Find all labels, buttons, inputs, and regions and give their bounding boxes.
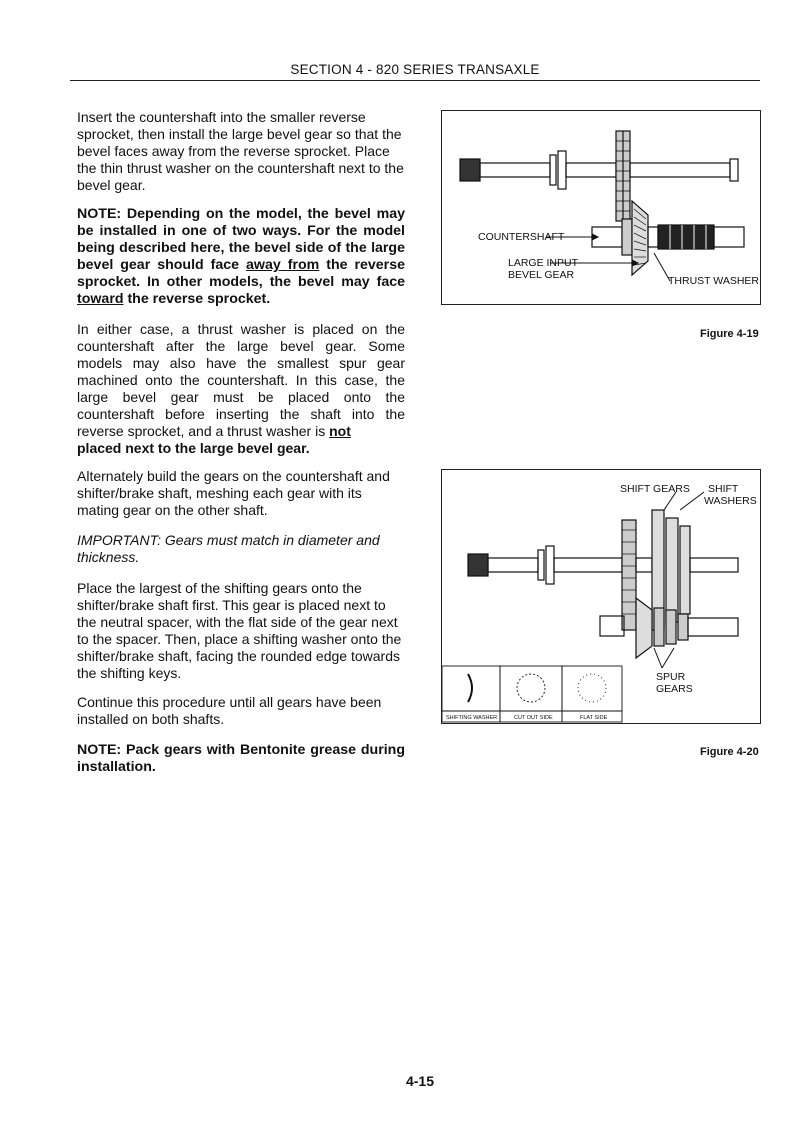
paragraph-2-text-b: placed next to the large bevel gear. bbox=[77, 440, 310, 456]
section-header: SECTION 4 - 820 SERIES TRANSAXLE bbox=[290, 62, 540, 77]
label-shift-washers-2: WASHERS bbox=[704, 495, 757, 507]
important-note: IMPORTANT: Gears must match in diameter and thickness. bbox=[77, 532, 380, 565]
note-1-text-c: the reverse sprocket. bbox=[123, 291, 271, 307]
note-2: NOTE: Pack gears with Bentonite grease during installation. bbox=[77, 742, 405, 775]
paragraph-2 bbox=[77, 321, 405, 457]
figure-4-20 bbox=[441, 469, 761, 724]
note-2-block bbox=[77, 742, 405, 776]
paragraph-2-not: not bbox=[329, 423, 351, 439]
paragraph-5-block bbox=[77, 694, 405, 728]
page-number: 4-15 bbox=[405, 1073, 435, 1089]
note-1-text-b: the reverse sprocket. In other models, the bevel may face bbox=[77, 257, 405, 290]
label-large-input-1: LARGE INPUT bbox=[508, 257, 579, 269]
paragraph-5: Continue this procedure until all gears have been installed on both shafts. bbox=[77, 694, 382, 727]
label-spur-1: SPUR bbox=[656, 671, 686, 683]
figure-4-19-caption: Figure 4-19 bbox=[700, 328, 759, 340]
note-1-text-a: NOTE: Depending on the model, the bevel may be installed in one of two ways. For the model being described here, the bevel side of the large bevel gear should face bbox=[77, 206, 405, 273]
figure-4-20-illustration bbox=[442, 470, 760, 723]
header-rule bbox=[70, 80, 760, 81]
paragraph-3-block bbox=[77, 468, 405, 519]
paragraph-3: Alternately build the gears on the countershaft and shifter/brake shaft, meshing each gear with its mating gear on the other shaft. bbox=[77, 468, 390, 518]
figure-4-20-caption: Figure 4-20 bbox=[700, 746, 759, 758]
inset-label-cut-out-side: CUT OUT SIDE bbox=[514, 715, 553, 721]
label-large-input-2: BEVEL GEAR bbox=[508, 269, 575, 281]
inset-label-shifting-washer: SHIFTING WASHER bbox=[446, 715, 498, 721]
paragraph-1-block bbox=[77, 109, 405, 194]
note-1 bbox=[77, 206, 405, 308]
label-countershaft: COUNTERSHAFT bbox=[478, 231, 565, 243]
note-1-space bbox=[281, 257, 288, 273]
label-shift-washers-1: SHIFT bbox=[708, 483, 739, 495]
paragraph-4-block bbox=[77, 580, 405, 682]
label-thrust-washer: THRUST WASHER bbox=[668, 275, 760, 287]
paragraph-2-block bbox=[77, 321, 405, 457]
note-1-block bbox=[77, 206, 405, 308]
figure-4-19 bbox=[441, 110, 761, 305]
label-spur-2: GEARS bbox=[656, 683, 693, 695]
figure-4-19-illustration bbox=[442, 111, 760, 304]
paragraph-2-text-a: In either case, a thrust washer is placed on the countershaft after the large bevel gear. Some models may also have the smallest spur gear machined onto the countershaft. In this case, the large bevel gear must be placed onto the countershaft before inserting the shaft into the reverse sprocket, and a thrust washer is bbox=[77, 321, 405, 439]
important-block bbox=[77, 532, 405, 566]
note-1-from: from bbox=[287, 257, 320, 273]
inset-label-flat-side: FLAT SIDE bbox=[580, 715, 608, 721]
label-shift-gears: SHIFT GEARS bbox=[620, 483, 690, 495]
paragraph-4: Place the largest of the shifting gears onto the shifter/brake shaft first. This gear is placed next to the neutral spacer, with the flat side of the gear next to the spacer. Then, place a shifting washer onto the shifter/brake shaft, facing the rounded edge towards the shifting keys. bbox=[77, 580, 402, 681]
paragraph-1: Insert the countershaft into the smaller reverse sprocket, then install the large bevel gear so that the bevel faces away from the reverse sprocket. Place the thin thrust washer on the countershaft next to the bevel gear. bbox=[77, 109, 404, 193]
note-1-toward: toward bbox=[77, 291, 124, 307]
note-1-away: away bbox=[246, 257, 281, 273]
